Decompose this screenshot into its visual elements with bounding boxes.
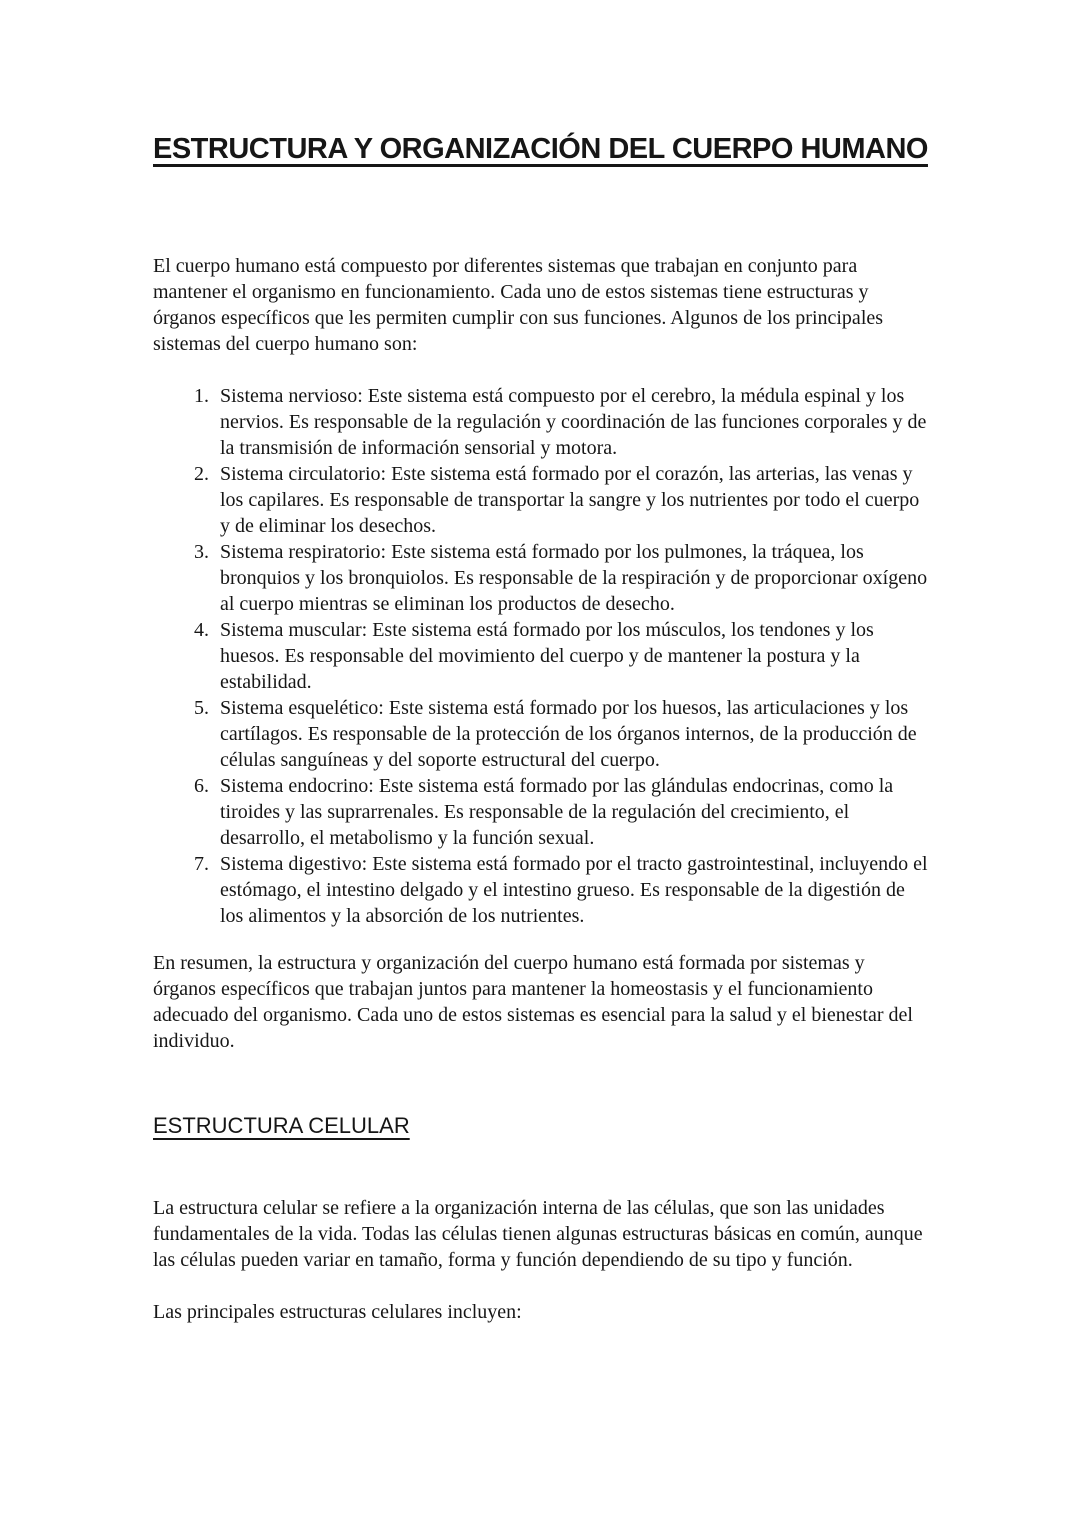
list-item-sistema-nervioso: 1. Sistema nervioso: Este sistema está compuesto por el cerebro, la médula espinal y los nervios. Es responsable de la regulación y coordinación de las funciones corporales y de la transmisión de información sensorial y motora. (214, 383, 930, 461)
intro-paragraph: El cuerpo humano está compuesto por diferentes sistemas que trabajan en conjunto para mantener el organismo en funcionamiento. Cada uno de estos sistemas tiene estructuras y órganos específicos que les permiten cumplir con sus funciones. Algunos de los principales sistemas del cuerpo humano son: (153, 255, 884, 355)
list-item-sistema-endocrino: 6. Sistema endocrino: Este sistema está formado por las glándulas endocrinas, como la tiroides y las suprarrenales. Es responsable de la regulación del crecimiento, el desarrollo, el metabolismo y la función sexual. (214, 773, 930, 851)
cell-structure-paragraph: La estructura celular se refiere a la organización interna de las células, que son las unidades fundamentales de la vida. Todas las células tienen algunas estructuras básicas en común, aunque las células pueden variar en tamaño, forma y función dependiendo de su tipo y función. (153, 1197, 923, 1271)
list-item-sistema-digestivo: 7. Sistema digestivo: Este sistema está formado por el tracto gastrointestinal, incluyendo el estómago, el intestino delgado y el intestino grueso. Es responsable de la digestión de los alimentos y la absorción de los nutrientes. (214, 851, 930, 929)
section-heading-estructura-celular: ESTRUCTURA CELULAR (153, 1113, 410, 1138)
closing-line: Las principales estructuras celulares incluyen: (153, 1301, 522, 1323)
summary-paragraph: En resumen, la estructura y organización del cuerpo humano está formada por sistemas y órganos específicos que trabajan juntos para mantener la homeostasis y el funcionamiento adecuado del organismo. Cada uno de estos sistemas es esencial para la salud y el bienestar del individuo. (153, 952, 913, 1052)
systems-list (153, 383, 930, 929)
list-item-sistema-esqueletico: 5. Sistema esquelético: Este sistema está formado por los huesos, las articulaciones y los cartílagos. Es responsable de la protección de los órganos internos, de la producción de células sanguíneas y del soporte estructural del cuerpo. (214, 695, 930, 773)
document-title: ESTRUCTURA Y ORGANIZACIÓN DEL CUERPO HUMANO (153, 133, 928, 165)
list-item-sistema-respiratorio: 3. Sistema respiratorio: Este sistema está formado por los pulmones, la tráquea, los bronquios y los bronquiolos. Es responsable de la respiración y de proporcionar oxígeno al cuerpo mientras se eliminan los productos de desecho. (214, 539, 930, 617)
list-item-sistema-muscular: 4. Sistema muscular: Este sistema está formado por los músculos, los tendones y los huesos. Es responsable del movimiento del cuerpo y de mantener la postura y la estabilidad. (214, 617, 930, 695)
list-item-sistema-circulatorio: 2. Sistema circulatorio: Este sistema está formado por el corazón, las arterias, las venas y los capilares. Es responsable de transportar la sangre y los nutrientes por todo el cuerpo y de eliminar los desechos. (214, 461, 930, 539)
